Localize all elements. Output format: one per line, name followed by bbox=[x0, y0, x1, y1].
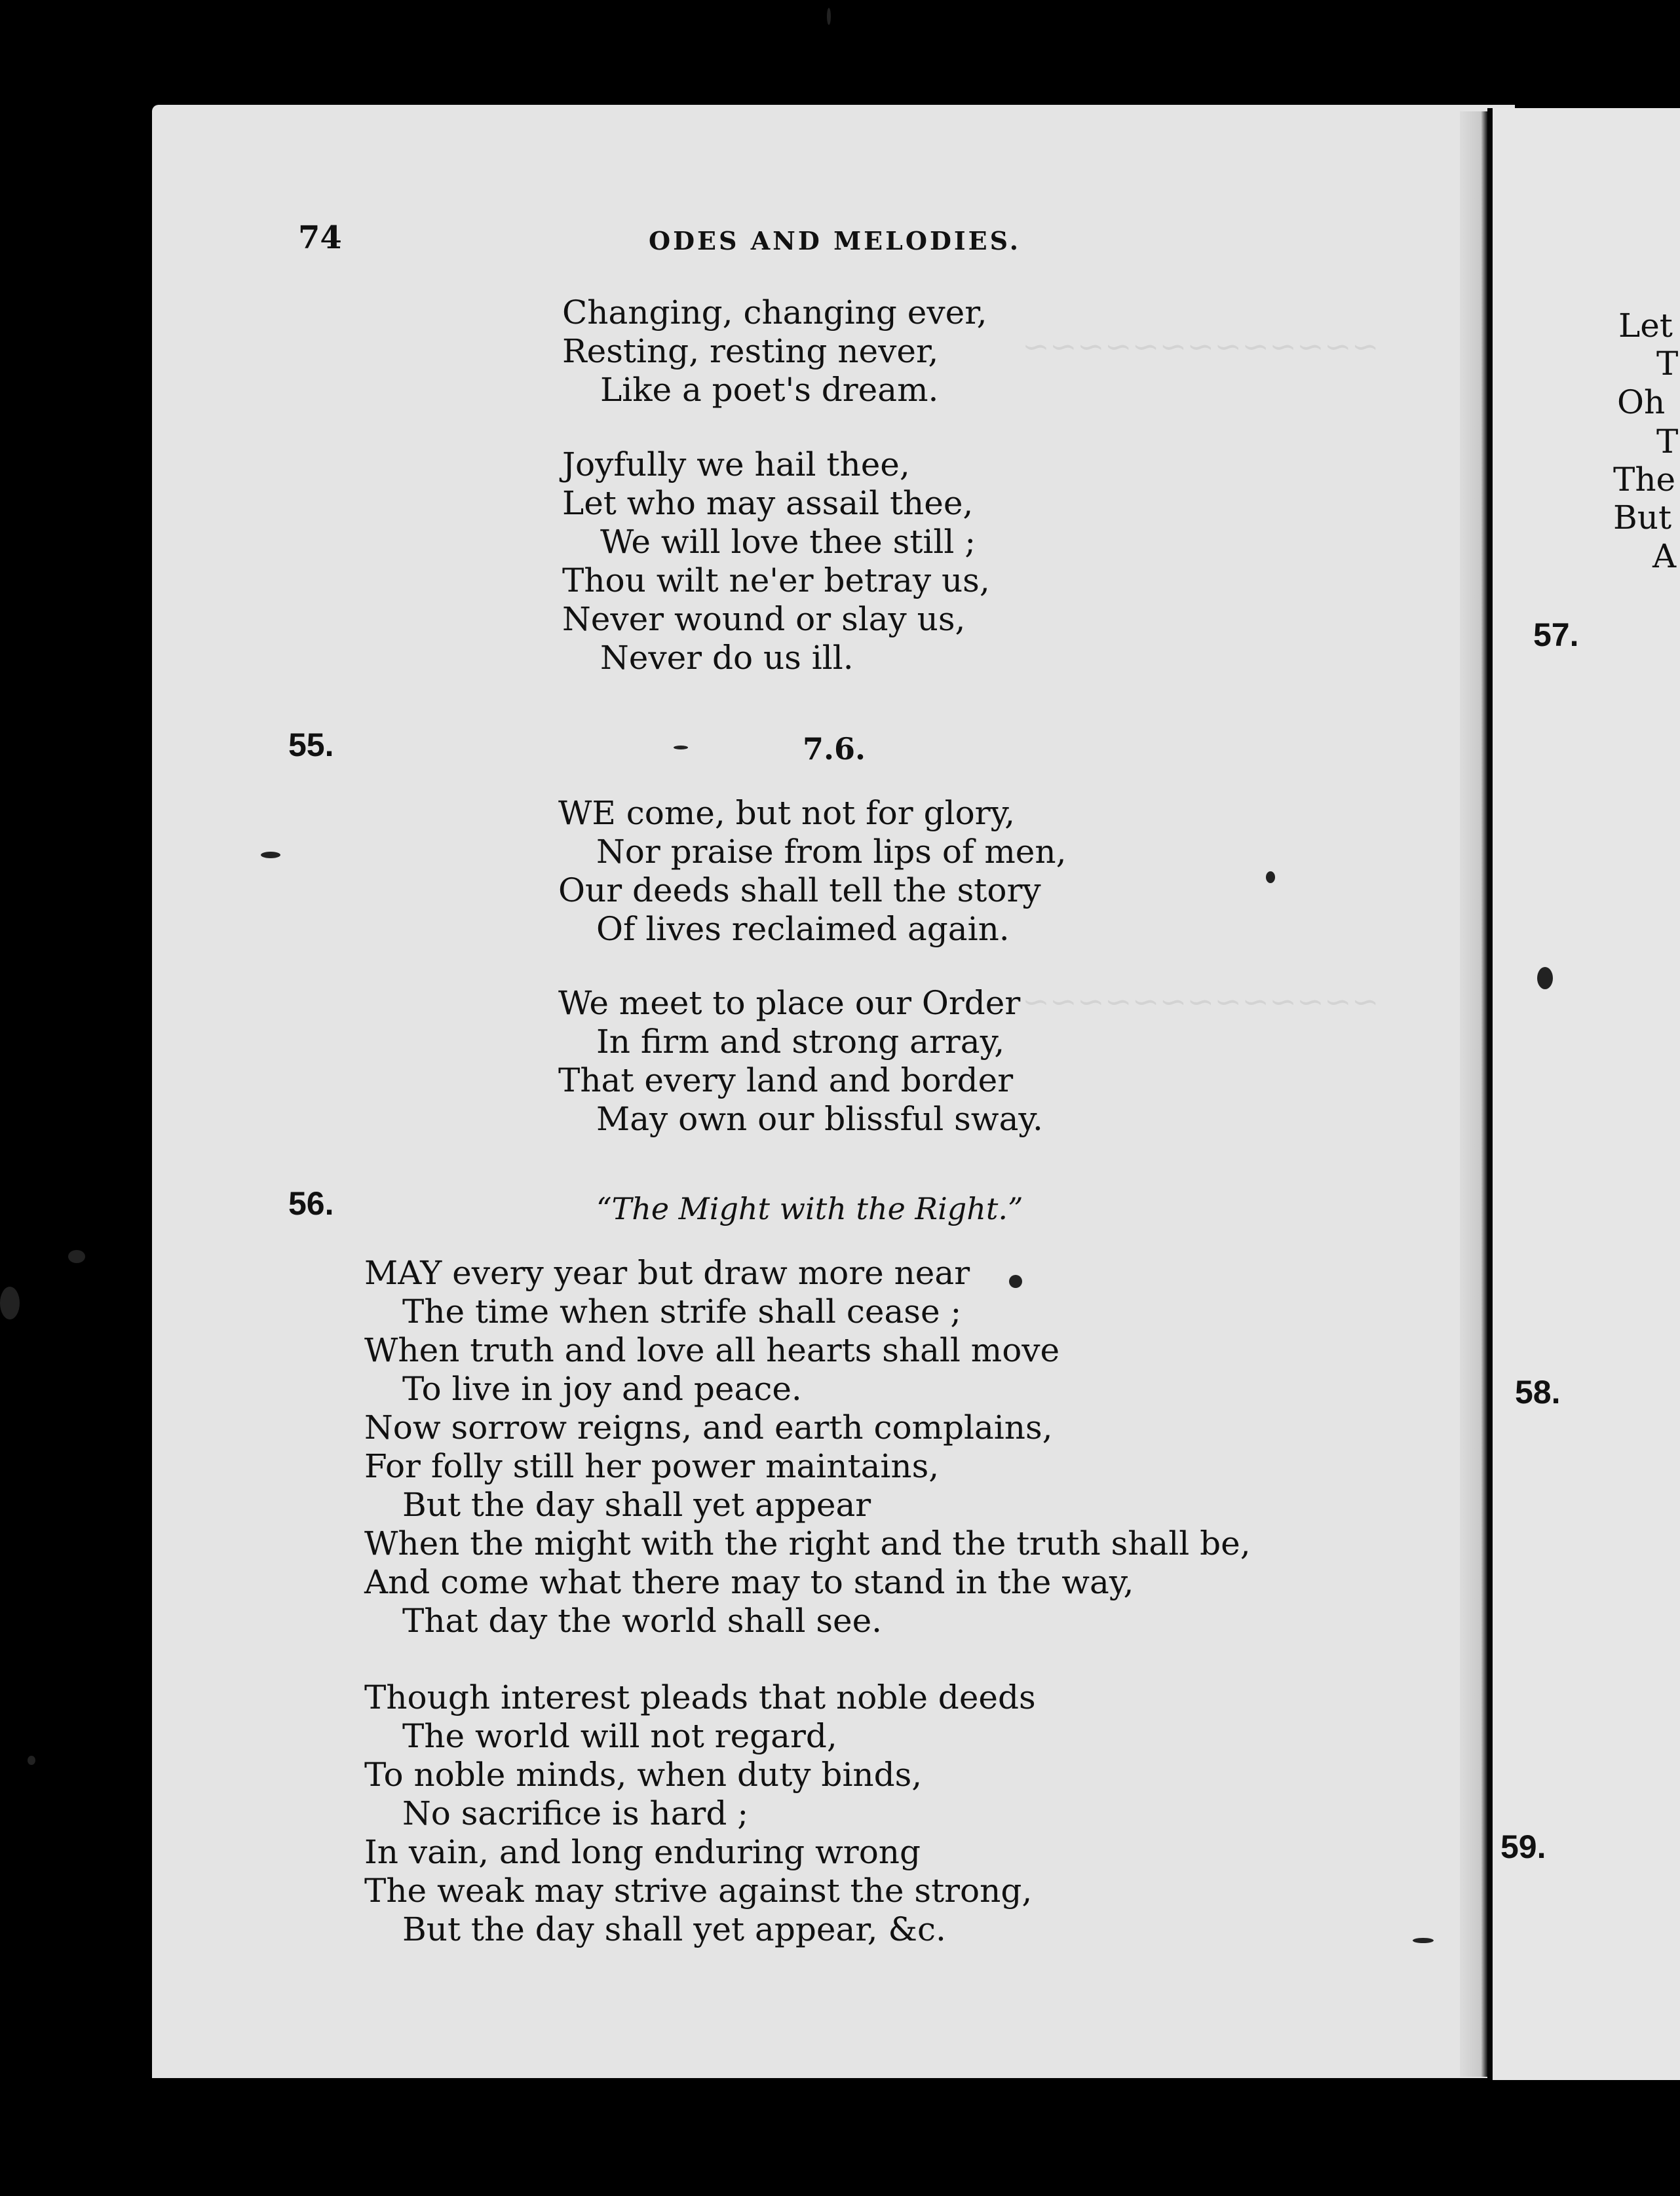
verse-line: Never wound or slay us, bbox=[562, 600, 966, 638]
right-page-fragment: T bbox=[1656, 423, 1679, 461]
hymn-number: 56. bbox=[288, 1185, 334, 1222]
hymn-55-stanza-1 bbox=[558, 794, 1066, 949]
continuation-stanza-1 bbox=[562, 293, 987, 409]
right-page-fragment: The bbox=[1613, 461, 1676, 499]
bleed-through-text: ~~~~~~~~~~~~~ bbox=[1022, 983, 1379, 1021]
hymn-56-stanza-1 bbox=[364, 1254, 1251, 1640]
verse-line: Changing, changing ever, bbox=[562, 293, 987, 331]
scan-speck bbox=[1009, 1275, 1022, 1288]
scan-speck bbox=[0, 1287, 20, 1319]
verse-line: For folly still her power maintains, bbox=[364, 1447, 940, 1485]
verse-line: Joyfully we hail thee, bbox=[562, 445, 910, 483]
right-page-fragment: T bbox=[1656, 345, 1679, 383]
verse-line: But the day shall yet appear bbox=[402, 1486, 871, 1524]
right-page-fragment: But bbox=[1613, 499, 1672, 537]
verse-line: Our deeds shall tell the story bbox=[558, 871, 1041, 909]
verse-line: In firm and strong array, bbox=[596, 1023, 1005, 1061]
scan-speck bbox=[827, 8, 831, 25]
continuation-stanza-2 bbox=[562, 445, 990, 677]
verse-line: But the day shall yet appear, &c. bbox=[402, 1910, 946, 1948]
hymn-56-stanza-2 bbox=[364, 1678, 1036, 1949]
right-page-fragment: Oh bbox=[1617, 383, 1666, 421]
right-page-fragment: Let bbox=[1618, 307, 1673, 345]
verse-line: Let who may assail thee, bbox=[562, 484, 974, 522]
verse-line: Thou wilt ne'er betray us, bbox=[562, 561, 990, 599]
verse-line: May own our blissful sway. bbox=[596, 1100, 1043, 1138]
hymn-number: 55. bbox=[288, 727, 334, 763]
scan-speck bbox=[1537, 967, 1553, 989]
hymn-meter: 7.6. bbox=[803, 731, 866, 767]
verse-line: We meet to place our Order bbox=[558, 984, 1021, 1022]
scan-speck bbox=[674, 746, 688, 749]
verse-line: When the might with the right and the truth shall be, bbox=[364, 1524, 1251, 1562]
verse-line: And come what there may to stand in the way, bbox=[364, 1563, 1134, 1601]
verse-line: The world will not regard, bbox=[402, 1717, 837, 1755]
verse-line: Now sorrow reigns, and earth complains, bbox=[364, 1409, 1053, 1447]
scan-speck bbox=[1413, 1938, 1434, 1943]
hymn-number: 59. bbox=[1500, 1828, 1546, 1865]
verse-line: Like a poet's dream. bbox=[600, 371, 939, 409]
verse-line: The weak may strive against the strong, bbox=[364, 1872, 1033, 1910]
book-gutter bbox=[1460, 111, 1490, 2077]
verse-line: When truth and love all hearts shall move bbox=[364, 1331, 1060, 1369]
verse-line: Nor praise from lips of men, bbox=[596, 833, 1067, 871]
hymn-55-stanza-2 bbox=[558, 984, 1043, 1139]
verse-line: That every land and border bbox=[558, 1061, 1014, 1099]
scan-speck bbox=[28, 1756, 35, 1765]
verse-line: That day the world shall see. bbox=[402, 1602, 883, 1640]
right-page-fragment: A bbox=[1652, 537, 1677, 575]
verse-line: We will love thee still ; bbox=[600, 523, 976, 561]
bleed-through-text: ~~~~~~~~~~~~~ bbox=[1022, 328, 1379, 366]
hymn-title: “The Might with the Right.” bbox=[596, 1191, 1023, 1226]
verse-line: Resting, resting never, bbox=[562, 332, 939, 370]
verse-line: Of lives reclaimed again. bbox=[596, 910, 1010, 948]
hymn-number: 58. bbox=[1515, 1374, 1561, 1410]
verse-line: Though interest pleads that noble deeds bbox=[364, 1678, 1036, 1716]
page-number: 74 bbox=[298, 219, 342, 256]
verse-line: Never do us ill. bbox=[600, 639, 854, 677]
verse-line: To live in joy and peace. bbox=[402, 1370, 802, 1408]
verse-line: The time when strife shall cease ; bbox=[402, 1293, 962, 1331]
verse-line: MAY every year but draw more near bbox=[364, 1254, 970, 1292]
verse-line: To noble minds, when duty binds, bbox=[364, 1756, 923, 1794]
verse-line: No sacrifice is hard ; bbox=[402, 1794, 749, 1832]
verse-line: WE come, but not for glory, bbox=[558, 794, 1016, 832]
scan-speck bbox=[1266, 871, 1275, 883]
running-header: ODES AND MELODIES. bbox=[649, 226, 1021, 256]
scan-speck bbox=[261, 852, 280, 858]
hymn-number: 57. bbox=[1533, 616, 1579, 653]
scan-speck bbox=[68, 1250, 85, 1263]
verse-line: In vain, and long enduring wrong bbox=[364, 1833, 921, 1871]
